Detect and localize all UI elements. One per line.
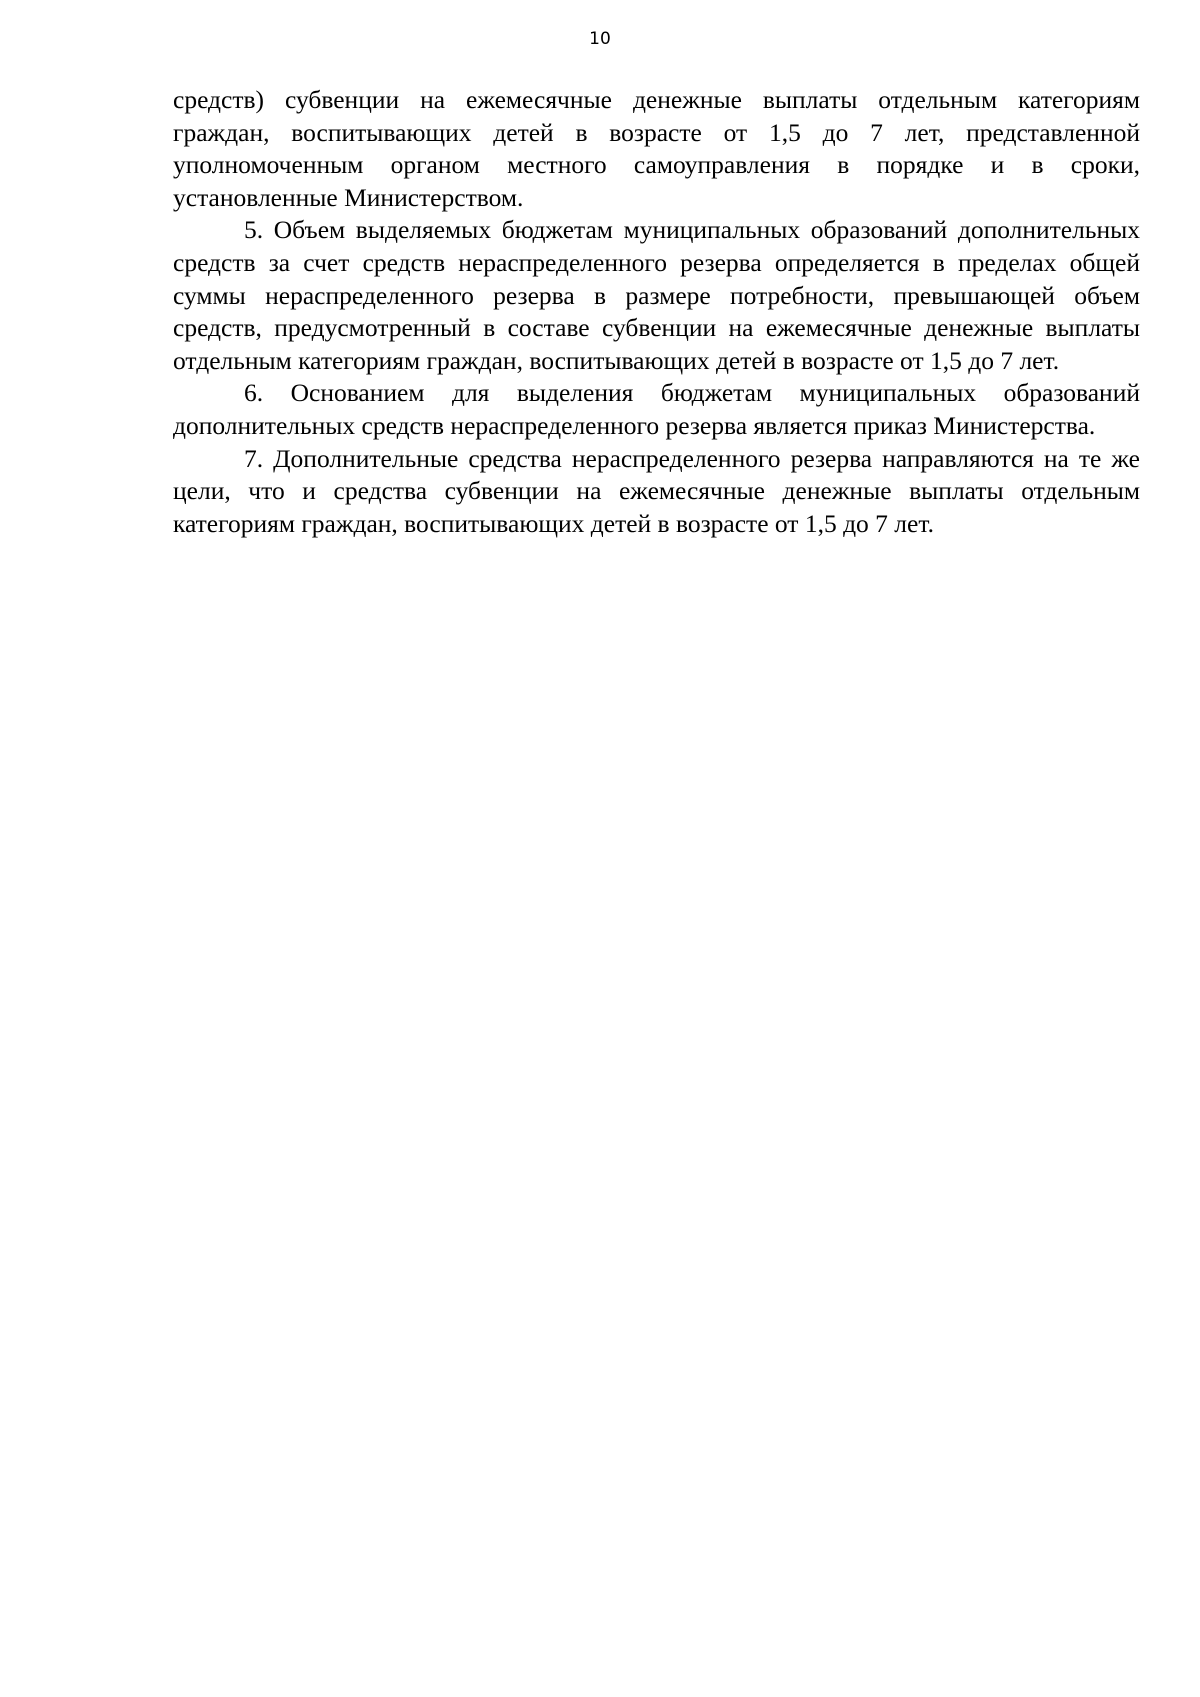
- page-number: 10: [589, 29, 611, 49]
- paragraph-continuation: средств) субвенции на ежемесячные денежные выплаты отдельным категориям граждан, воспитывающих детей в возрасте от 1,5 до 7 лет, представленной уполномоченным органом местного самоуправления в порядке и в сроки, установленные Министерством.: [173, 85, 1140, 212]
- paragraph-item-5: 5. Объем выделяемых бюджетам муниципальных образований дополнительных средств за счет средств нераспределенного резерва определяется в пределах общей суммы нераспределенного резерва в размере потребности, превышающей объем средств, предусмотренный в составе субвенции на ежемесячные денежные выплаты отдельным категориям граждан, воспитывающих детей в возрасте от 1,5 до 7 лет.: [173, 215, 1140, 375]
- paragraph-item-7: 7. Дополнительные средства нераспределенного резерва направляются на те же цели, что и средства субвенции на ежемесячные денежные выплаты отдельным категориям граждан, воспитывающих детей в возрасте от 1,5 до 7 лет.: [173, 443, 1140, 538]
- paragraph-item-6: 6. Основанием для выделения бюджетам муниципальных образований дополнительных средств нераспределенного резерва является приказ Министерства.: [173, 378, 1140, 440]
- document-body: [173, 84, 1140, 540]
